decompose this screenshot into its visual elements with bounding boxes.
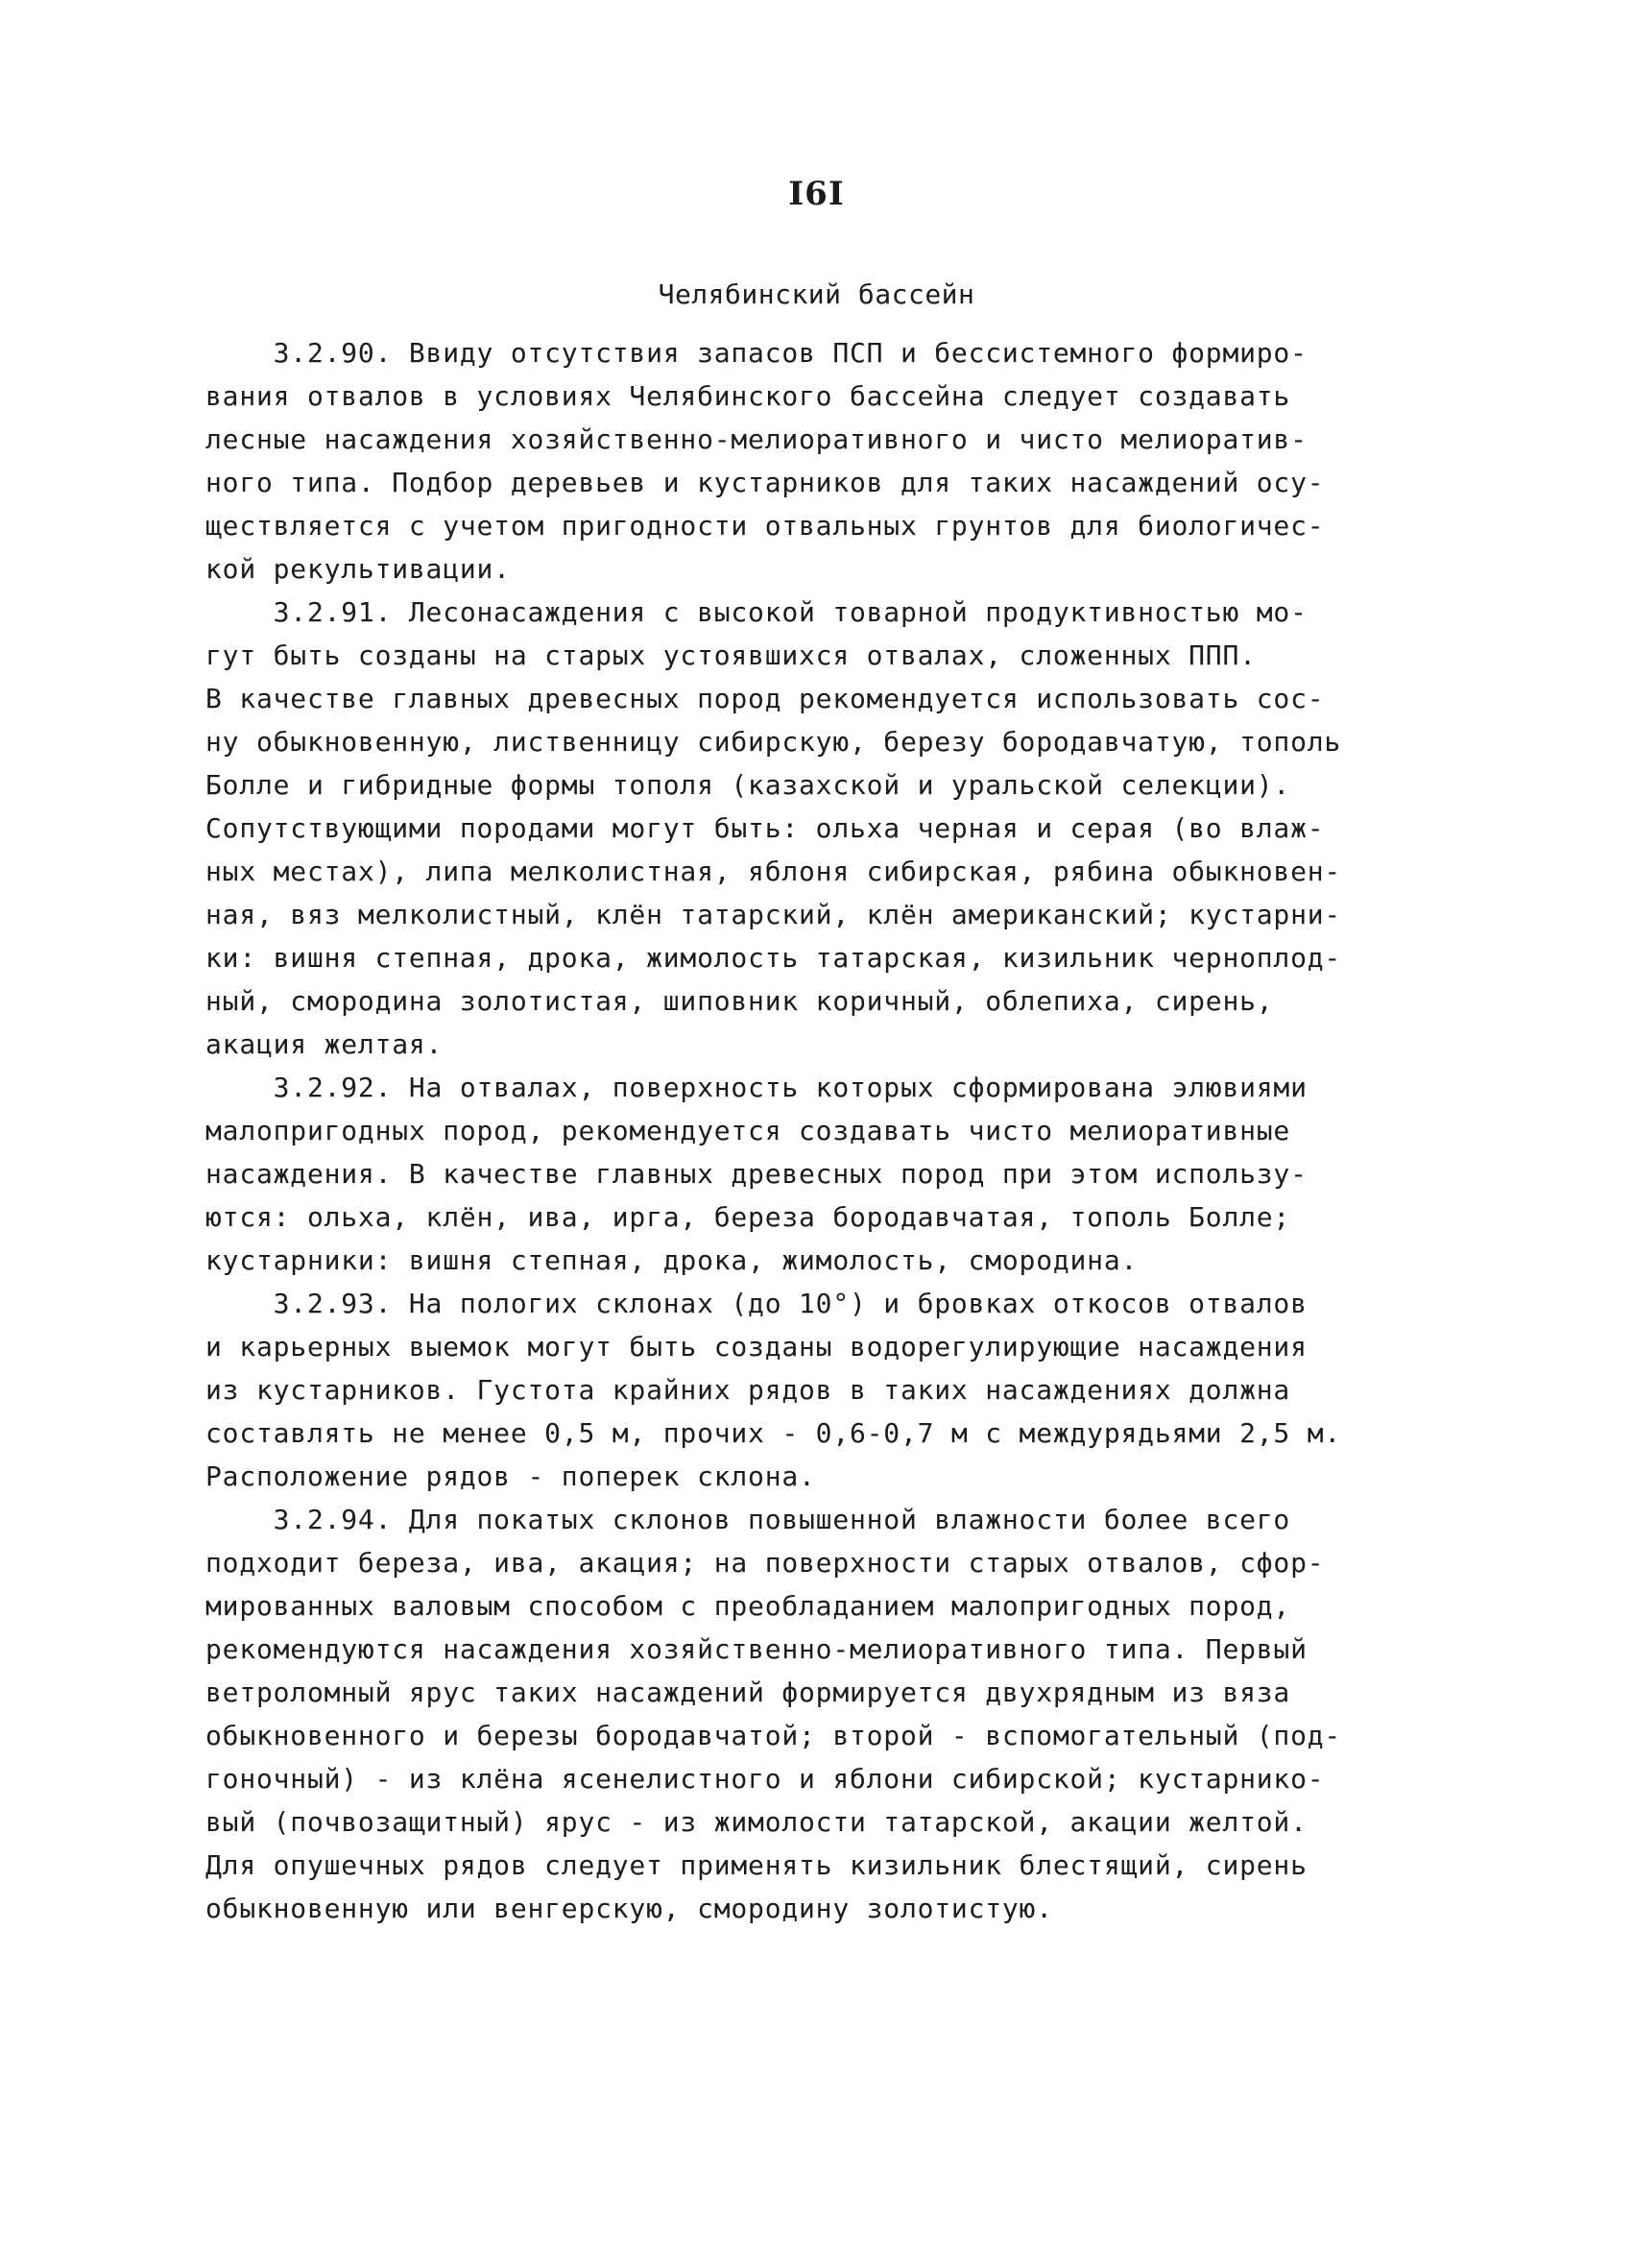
text-line: лесные насаждения хозяйственно-мелиоративного и чисто мелиоратив- [205,423,1308,455]
text-line: гоночный) - из клёна ясенелистного и яблони сибирской; кустарнико- [205,1763,1325,1795]
text-line: ки: вишня степная, дрока, жимолость татарская, кизильник черноплод- [205,942,1342,974]
text-line: 3.2.93. На пологих склонах (до 10°) и бровках откосов отвалов [205,1288,1308,1319]
text-line: ная, вяз мелколистный, клён татарский, клён американский; кустарни- [205,899,1342,930]
text-line: Для опушечных рядов следует применять кизильник блестящий, сирень [205,1849,1308,1881]
text-line: вый (почвозащитный) ярус - из жимолости татарской, акации желтой. [205,1806,1308,1838]
text-line: гут быть созданы на старых устоявшихся отвалах, сложенных ППП. [205,639,1257,671]
text-line: ну обыкновенную, лиственницу сибирскую, березу бородавчатую, тополь [205,726,1342,758]
text-line: из кустарников. Густота крайних рядов в таких насаждениях должна [205,1374,1291,1406]
text-line: малопригодных пород, рекомендуется создавать чисто мелиоративные [205,1115,1291,1146]
text-line: кустарники: вишня степная, дрока, жимолость, смородина. [205,1244,1139,1276]
text-line: подходит береза, ива, акация; на поверхности старых отвалов, сфор- [205,1547,1325,1579]
text-line: В качестве главных древесных пород рекомендуется использовать сос- [205,683,1325,714]
text-line: ются: ольха, клён, ива, ирга, береза бородавчатая, тополь Болле; [205,1201,1291,1233]
text-line: Расположение рядов - поперек склона. [205,1460,816,1492]
text-line: 3.2.91. Лесонасаждения с высокой товарной продуктивностью мо- [205,596,1308,628]
body-text [205,331,1434,1930]
text-line: Болле и гибридные формы тополя (казахской и уральской селекции). [205,769,1291,801]
text-line: Сопутствующими породами могут быть: ольха черная и серая (во влаж- [205,812,1325,844]
text-line: ветроломный ярус таких насаждений формируется двухрядным из вяза [205,1677,1291,1708]
text-line: кой рекультивации. [205,553,511,585]
text-line: ществляется с учетом пригодности отвальных грунтов для биологичес- [205,510,1325,542]
page-number: I6I [788,175,845,213]
text-line: ный, смородина золотистая, шиповник коричный, облепиха, сирень, [205,985,1274,1017]
section-title: Челябинский бассейн [658,278,975,310]
text-line: составлять не менее 0,5 м, прочих - 0,6-0,7 м с междурядьями 2,5 м. [205,1417,1342,1449]
text-line: вания отвалов в условиях Челябинского бассейна следует создавать [205,380,1291,412]
text-line: обыкновенного и березы бородавчатой; второй - вспомогательный (под- [205,1720,1342,1751]
text-line: ного типа. Подбор деревьев и кустарников для таких насаждений осу- [205,467,1325,498]
text-line: насаждения. В качестве главных древесных пород при этом использу- [205,1158,1308,1190]
text-line: 3.2.90. Ввиду отсутствия запасов ПСП и бессистемного формиро- [205,337,1308,369]
text-line: акация желтая. [205,1028,444,1060]
text-line: мированных валовым способом с преобладанием малопригодных пород, [205,1590,1291,1622]
text-line: рекомендуются насаждения хозяйственно-мелиоративного типа. Первый [205,1633,1308,1665]
text-line: 3.2.92. На отвалах, поверхность которых сформирована элювиями [205,1072,1308,1103]
text-line: 3.2.94. Для покатых склонов повышенной влажности более всего [205,1504,1291,1535]
text-line: ных местах), липа мелколистная, яблоня сибирская, рябина обыкновен- [205,856,1342,887]
text-line: и карьерных выемок могут быть созданы водорегулирующие насаждения [205,1331,1308,1363]
text-line: обыкновенную или венгерскую, смородину золотистую. [205,1893,1053,1924]
